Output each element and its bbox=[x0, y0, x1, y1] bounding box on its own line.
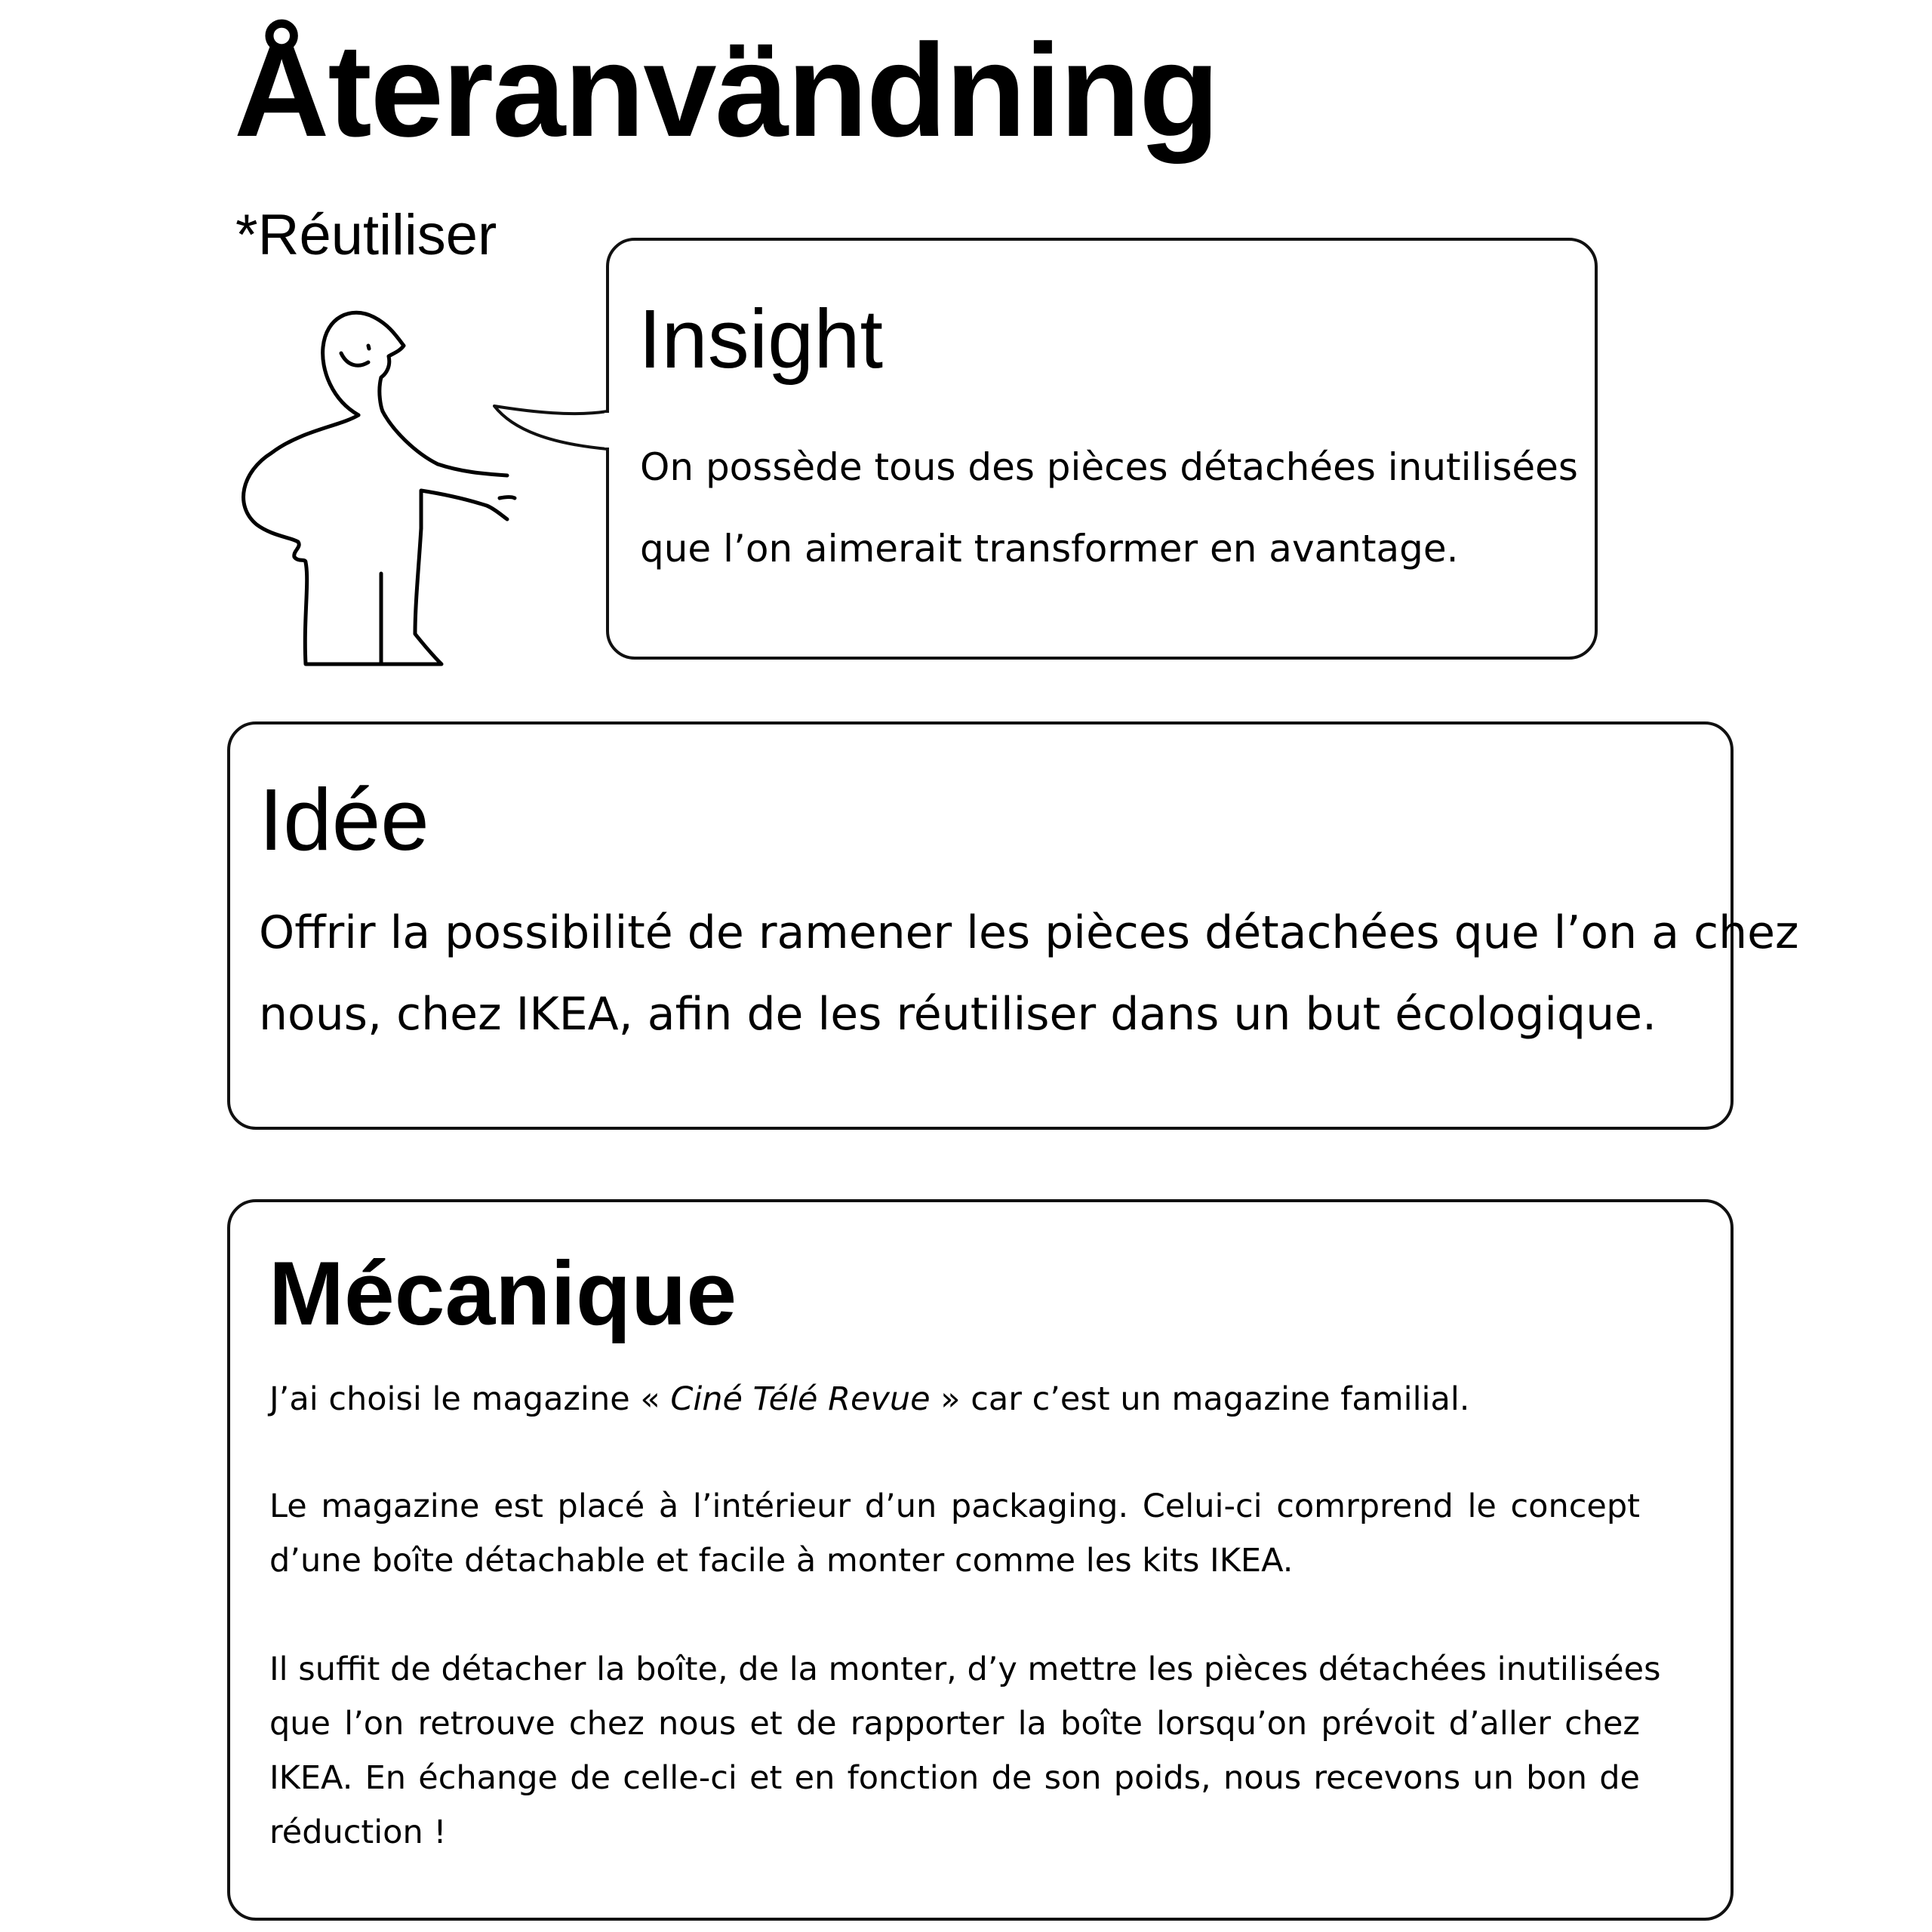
insight-text-line: que l’on aimerait transformer en avantage. bbox=[640, 527, 1459, 571]
mecanique-paragraph-2-line: Le magazine est placé à l’intérieur d’un packaging. Celui-ci comrprend le concept bbox=[269, 1487, 1640, 1525]
mecanique-paragraph-3-line: que l’on retrouve chez nous et de rapporter la boîte lorsqu’on prévoit d’aller chez bbox=[269, 1705, 1640, 1743]
mecanique-text: » car c’est un magazine familial. bbox=[930, 1380, 1470, 1418]
idee-text-line: nous, chez IKEA, afin de les réutiliser dans un but écologique. bbox=[259, 988, 1657, 1041]
insight-card bbox=[606, 238, 1598, 660]
mecanique-heading: Mécanique bbox=[269, 1243, 737, 1344]
mecanique-card bbox=[227, 1199, 1734, 1921]
mecanique-paragraph-1 bbox=[269, 1380, 1469, 1420]
page-title: Återanvändning bbox=[234, 17, 1219, 165]
magazine-title: Ciné Télé Revue bbox=[670, 1380, 931, 1418]
page-subtitle: *Réutiliser bbox=[235, 203, 497, 267]
mecanique-paragraph-3-line: Il suffit de détacher la boîte, de la monter, d’y mettre les pièces détachées inutilisées bbox=[269, 1651, 1661, 1688]
mecanique-paragraph-3-line: IKEA. En échange de celle-ci et en fonction de son poids, nous recevons un bon de bbox=[269, 1759, 1640, 1797]
mecanique-paragraph-3-line: réduction ! bbox=[269, 1814, 447, 1851]
idee-card bbox=[227, 721, 1799, 1130]
idee-text-line: Offrir la possibilité de ramener les pièces détachées que l’on a chez bbox=[259, 906, 1799, 959]
insight-text-line: On possède tous des pièces détachées inutilisées bbox=[640, 445, 1578, 489]
ikea-man-illustration bbox=[226, 302, 619, 679]
mecanique-text: J’ai choisi le magazine « bbox=[269, 1380, 671, 1418]
idee-heading: Idée bbox=[259, 771, 429, 869]
insight-heading: Insight bbox=[638, 293, 884, 386]
mecanique-paragraph-2-line: d’une boîte détachable et facile à monter comme les kits IKEA. bbox=[269, 1542, 1294, 1580]
